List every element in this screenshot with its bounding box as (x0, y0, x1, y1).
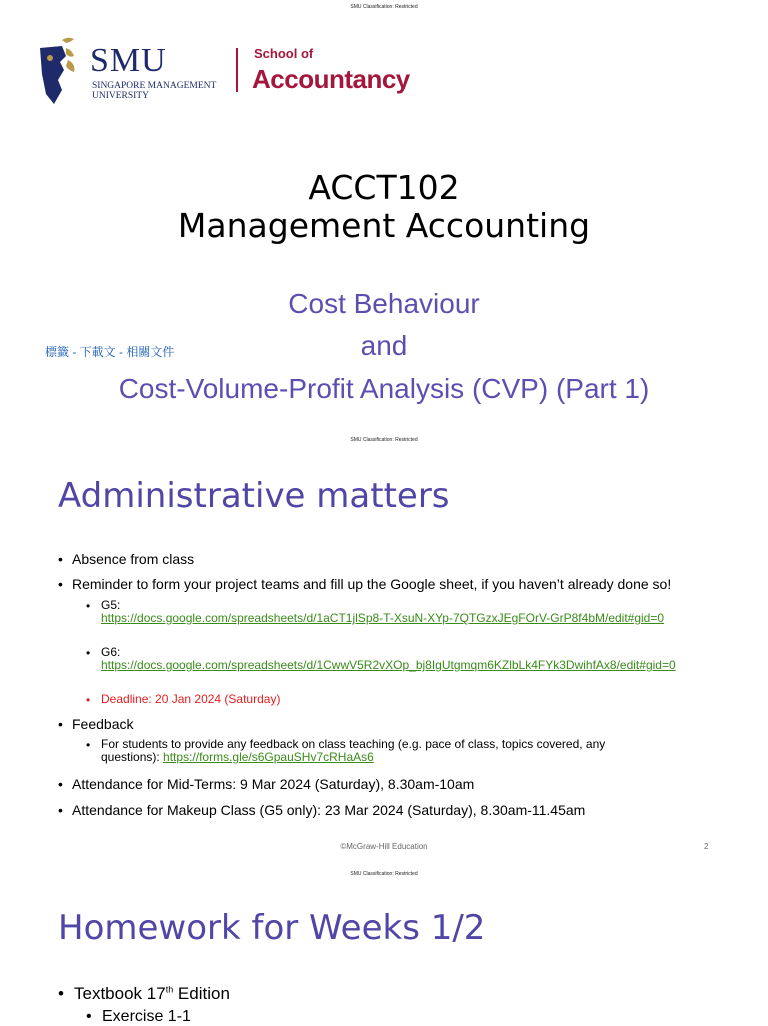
list-item-textbook (58, 984, 230, 1004)
classification-label: SMU Classification: Restricted (350, 4, 418, 10)
topic-line-1: Cost Behaviour (288, 288, 480, 319)
admin-slide (0, 432, 768, 864)
list-item-text: • Absence from class (72, 551, 195, 567)
list-item-reminder (58, 576, 738, 592)
feedback-text: For students to provide any feedback on class teaching (e.g. pace of class, topics covered, any questions): (101, 737, 606, 764)
page-number: 2 (704, 842, 709, 851)
g6-sheet-link[interactable]: https://docs.google.com/spreadsheets/d/1CwwV5R2vXOp_bj8IgUtgmqm6KZlbLk4FYk3DwihfAx8/edit#gid=0 (101, 658, 676, 672)
accountancy-label: Accountancy (252, 64, 410, 94)
title-slide (0, 0, 768, 432)
g6-label: G6: (101, 645, 121, 659)
topic-line-2: and (360, 330, 408, 361)
deadline-text: • Deadline: 20 Jan 2024 (Saturday) (101, 692, 281, 706)
classification-label: SMU Classification: Restricted (350, 437, 418, 443)
g5-label: G5: (101, 598, 121, 612)
smu-wordmark: SMU (90, 42, 167, 79)
list-item-g6 (86, 646, 710, 672)
list-item-g5 (86, 599, 710, 625)
textbook-suffix: Edition (173, 984, 230, 1003)
list-item-text: • Feedback (72, 716, 134, 732)
homework-slide (0, 864, 768, 1024)
list-item-absence (58, 551, 194, 567)
list-item-text: • Attendance for Mid-Terms: 9 Mar 2024 (Saturday), 8.30am-10am (72, 776, 475, 792)
textbook-prefix: Textbook 17 (74, 984, 166, 1003)
list-item-deadline (86, 693, 710, 706)
classification-label: SMU Classification: Restricted (350, 871, 418, 877)
g5-sheet-link[interactable]: https://docs.google.com/spreadsheets/d/1aCT1jlSp8-T-XsuN-XYp-7QTGzxJEgFOrV-GrP8f4bM/edit#gid=0 (101, 611, 665, 625)
list-item-makeup (58, 802, 585, 818)
smu-sub-line-1: SINGAPORE MANAGEMENT (92, 81, 217, 91)
list-item-text: • Attendance for Makeup Class (G5 only): 23 Mar 2024 (Saturday), 8.30am-11.45am (72, 802, 586, 818)
feedback-form-link[interactable]: https://forms.gle/s6GpauSHv7cRHaAs6 (163, 750, 374, 764)
list-item-text: • Reminder to form your project teams and fill up the Google sheet, if you haven’t already done so! (72, 576, 672, 592)
list-item-feedback-detail (86, 738, 656, 764)
smu-subtitle (92, 81, 216, 101)
list-item-exercise (86, 1008, 191, 1026)
logo-divider (236, 48, 238, 92)
exercise-text: • Exercise 1-1 (102, 1008, 191, 1025)
list-item-feedback (58, 716, 133, 732)
slide-title: Administrative matters (58, 476, 450, 516)
slide-title: Homework for Weeks 1/2 (58, 908, 486, 948)
textbook-sup: th (165, 984, 174, 995)
tag-links[interactable]: 標籤 - 下載文 - 相關文件 (45, 345, 175, 359)
footer-copyright: ©McGraw-Hill Education (340, 842, 428, 851)
school-of-label: School of (254, 46, 314, 61)
smu-sub-line-2: UNIVERSITY (92, 91, 149, 101)
course-title: Management Accounting (177, 206, 591, 245)
smu-accountancy-logo (36, 34, 416, 110)
topic-line-3: Cost-Volume-Profit Analysis (CVP) (Part 1) (118, 373, 650, 404)
course-code: ACCT102 (308, 168, 460, 207)
list-item-midterms (58, 776, 474, 792)
smu-lion-crest-icon (36, 34, 86, 110)
